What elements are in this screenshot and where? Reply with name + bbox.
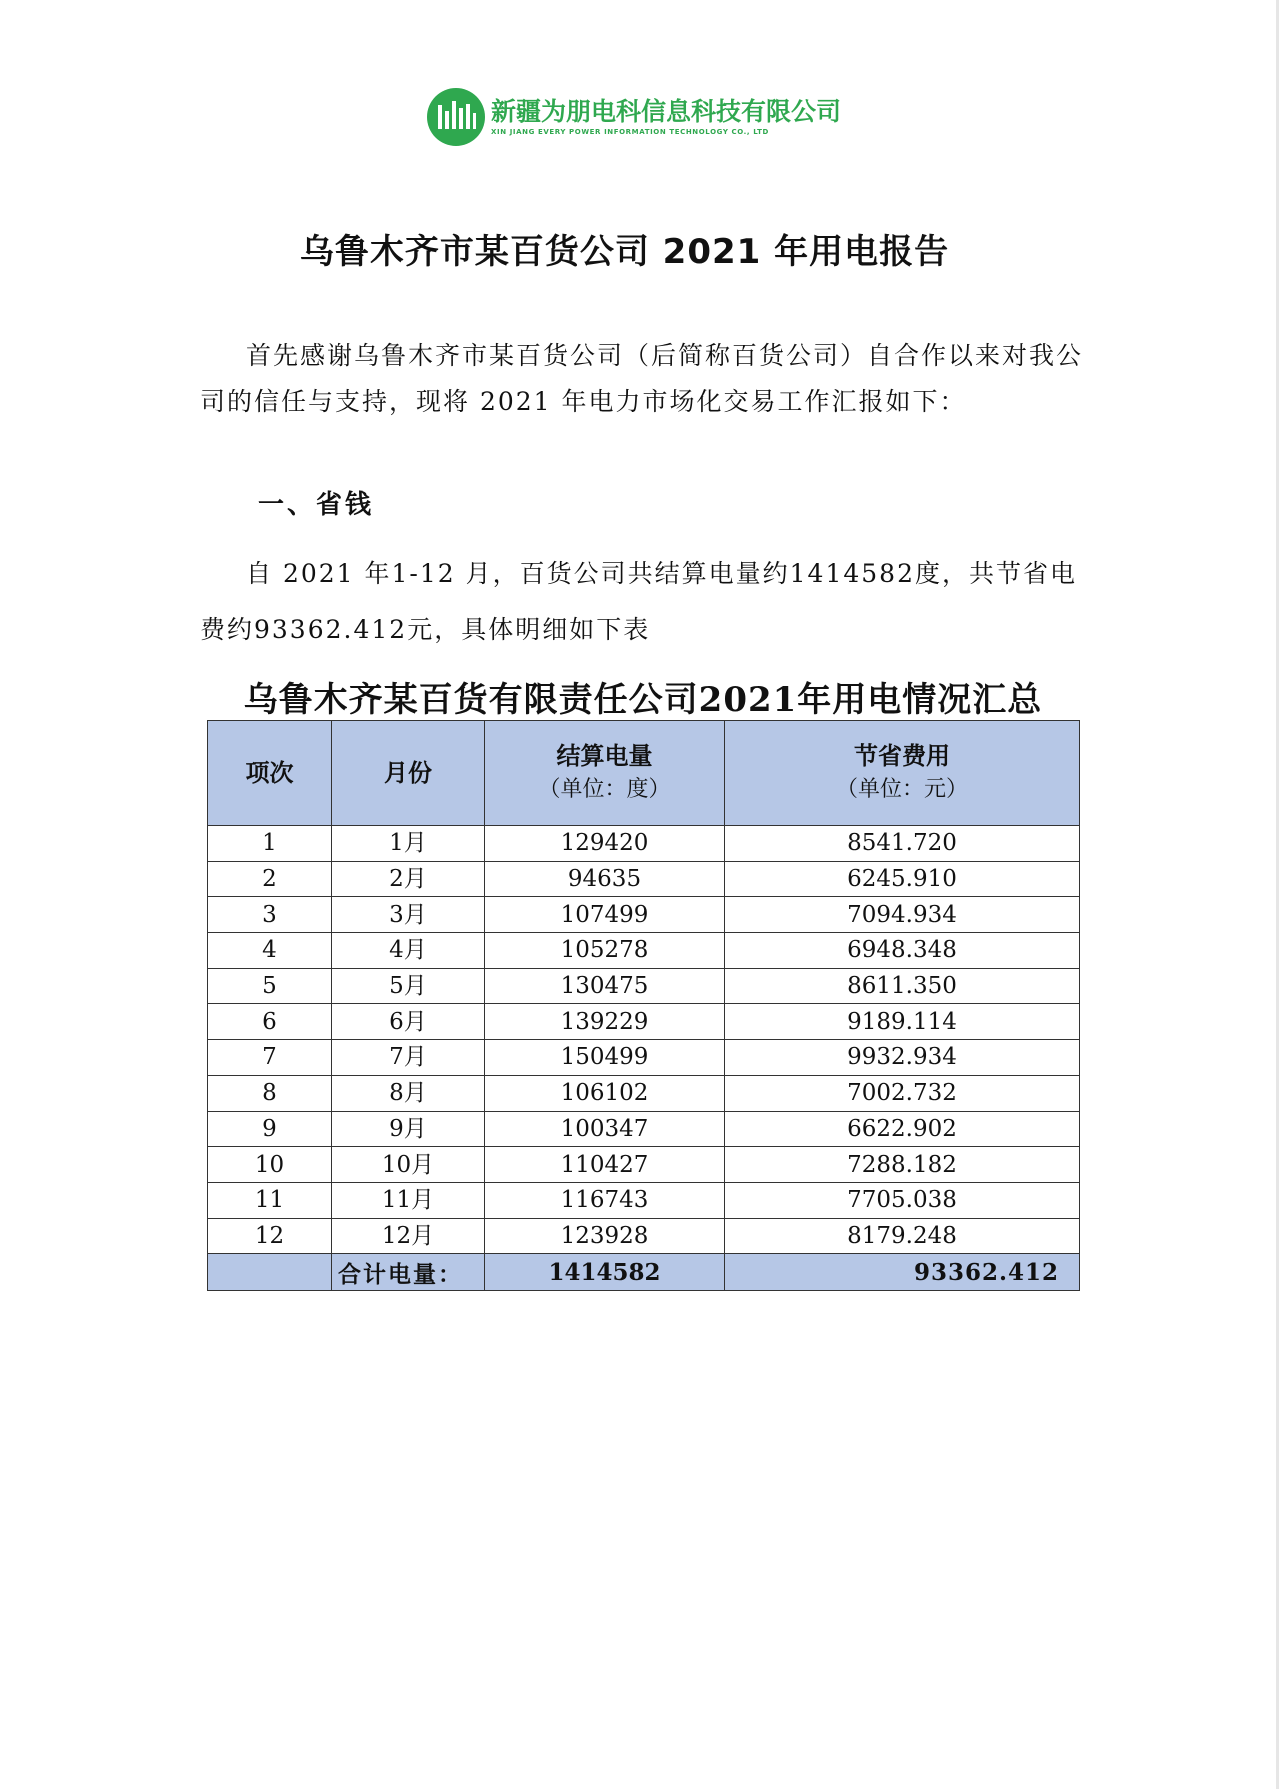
cell-cost: 8541.720 [725,826,1080,862]
summary-table [207,720,1080,1291]
cell-no: 3 [208,897,332,933]
cell-kwh: 116743 [485,1182,725,1218]
cell-month: 2月 [332,861,485,897]
cell-cost: 7288.182 [725,1147,1080,1183]
header-kwh [485,721,725,826]
cell-kwh: 139229 [485,1004,725,1040]
total-kwh: 1414582 [485,1254,725,1291]
cell-kwh: 150499 [485,1040,725,1076]
intro-paragraph [200,333,1090,425]
cell-month: 9月 [332,1111,485,1147]
table-row [208,1182,1080,1218]
total-cost: 93362.412 [725,1254,1080,1291]
cell-kwh: 129420 [485,826,725,862]
cell-no: 9 [208,1111,332,1147]
cell-cost: 7705.038 [725,1182,1080,1218]
cell-month: 3月 [332,897,485,933]
cell-no: 2 [208,861,332,897]
intro-text: 首先感谢乌鲁木齐市某百货公司（后简称百货公司）自合作以来对我公司的信任与支持，现将 2021 年电力市场化交易工作汇报如下： [200,341,1084,416]
summary-table-block [207,680,1079,1291]
section-paragraph [200,546,1090,658]
cell-kwh: 110427 [485,1147,725,1183]
cell-no: 5 [208,968,332,1004]
cell-no: 8 [208,1075,332,1111]
table-row [208,826,1080,862]
table-row [208,861,1080,897]
header-kwh-unit: （单位：度） [538,777,671,802]
header-no: 项次 [208,721,332,826]
section-text: 自 2021 年1-12 月，百货公司共结算电量约1414582度，共节省电费约93362.412元，具体明细如下表 [200,559,1077,644]
company-name-cn: 新疆为朋电科信息科技有限公司 [491,97,842,126]
cell-month: 12月 [332,1218,485,1254]
header-cost [725,721,1080,826]
cell-month: 4月 [332,933,485,969]
table-body [208,826,1080,1254]
cell-no: 1 [208,826,332,862]
table-row [208,897,1080,933]
cell-month: 5月 [332,968,485,1004]
cell-cost: 8611.350 [725,968,1080,1004]
cell-month: 10月 [332,1147,485,1183]
cell-cost: 7094.934 [725,897,1080,933]
cell-no: 10 [208,1147,332,1183]
table-row [208,1075,1080,1111]
header-month: 月份 [332,721,485,826]
header-cost-unit: （单位：元） [835,777,968,802]
header-kwh-label: 结算电量 [556,741,653,770]
table-row [208,1004,1080,1040]
table-row [208,1147,1080,1183]
cell-cost: 9189.114 [725,1004,1080,1040]
cell-month: 1月 [332,826,485,862]
cell-no: 11 [208,1182,332,1218]
cell-cost: 6948.348 [725,933,1080,969]
cell-no: 7 [208,1040,332,1076]
cell-month: 7月 [332,1040,485,1076]
cell-kwh: 94635 [485,861,725,897]
cell-month: 8月 [332,1075,485,1111]
table-header-row [208,721,1080,826]
cell-kwh: 100347 [485,1111,725,1147]
cell-kwh: 123928 [485,1218,725,1254]
cell-no: 12 [208,1218,332,1254]
table-total-row [208,1254,1080,1291]
table-row [208,968,1080,1004]
total-blank-cell [208,1254,332,1291]
cell-kwh: 130475 [485,968,725,1004]
cell-no: 6 [208,1004,332,1040]
cell-kwh: 105278 [485,933,725,969]
logo-mark-icon [427,88,485,146]
header-cost-label: 节省费用 [854,741,950,770]
cell-cost: 8179.248 [725,1218,1080,1254]
cell-kwh: 106102 [485,1075,725,1111]
cell-cost: 9932.934 [725,1040,1080,1076]
company-name-en: XIN JIANG EVERY POWER INFORMATION TECHNOLOGY CO., LTD [491,128,769,136]
table-title: 乌鲁木齐某百货有限责任公司2021年用电情况汇总 [243,680,1043,720]
document-title: 乌鲁木齐市某百货公司 2021 年用电报告 [299,232,950,272]
cell-cost: 6245.910 [725,861,1080,897]
total-label: 合计电量： [332,1254,485,1291]
cell-month: 6月 [332,1004,485,1040]
cell-cost: 7002.732 [725,1075,1080,1111]
company-logo [427,88,841,146]
cell-month: 11月 [332,1182,485,1218]
table-row [208,933,1080,969]
table-row [208,1111,1080,1147]
table-row [208,1218,1080,1254]
cell-cost: 6622.902 [725,1111,1080,1147]
cell-no: 4 [208,933,332,969]
table-row [208,1040,1080,1076]
cell-kwh: 107499 [485,897,725,933]
section-heading: 一、省钱 [258,490,375,520]
